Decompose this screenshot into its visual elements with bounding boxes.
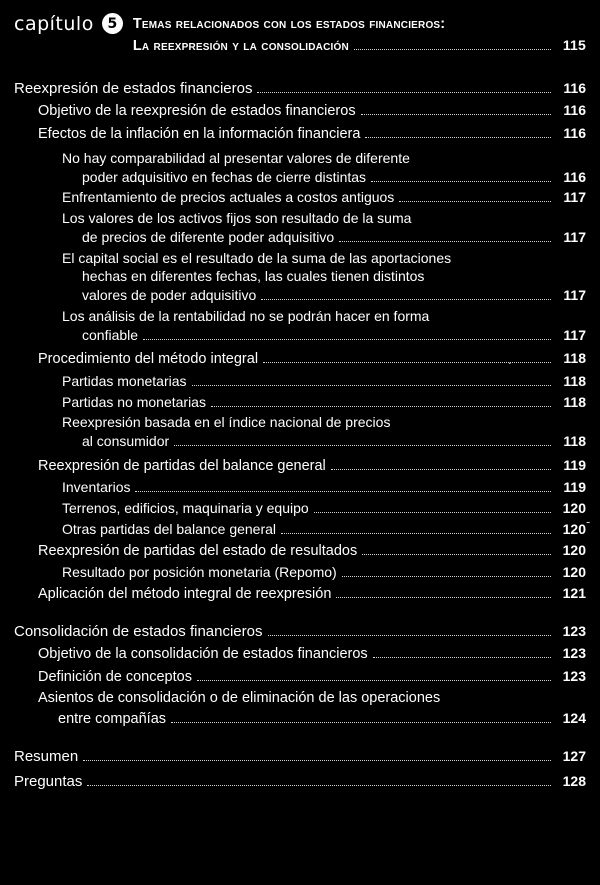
toc-page-number: 117	[563, 189, 586, 206]
leader-dots	[192, 384, 551, 386]
toc-page-number: 124	[562, 709, 586, 726]
toc-entry[interactable]	[62, 499, 586, 518]
toc-entry-label: No hay comparabilidad al presentar valores de diferente	[62, 149, 410, 166]
toc-entry-label: Asientos de consolidación o de eliminación de las operaciones	[38, 690, 441, 707]
toc-page-number: 127	[562, 747, 586, 764]
toc-entry-label: Reexpresión basada en el índice nacional de precios	[62, 414, 391, 431]
leader-dots	[365, 136, 551, 138]
toc-entry[interactable]	[14, 79, 586, 99]
leader-dots	[87, 784, 551, 786]
toc-entry[interactable]	[38, 349, 586, 369]
toc-page-number: 118	[563, 393, 586, 410]
toc-entry-label: Objetivo de la consolidación de estados financieros	[38, 646, 368, 663]
leader-dots	[354, 48, 551, 50]
toc-page-number: 118	[563, 350, 586, 367]
toc-entry-label: al consumidor	[82, 433, 170, 450]
toc-page-number: 120	[562, 563, 586, 580]
toc-entry-label: valores de poder adquisitivo	[82, 287, 257, 304]
toc-entry-label: Resumen	[14, 747, 79, 765]
leader-dots	[314, 511, 551, 513]
toc-entry-label: entre compañías	[58, 710, 167, 727]
toc-entry-label: Los análisis de la rentabilidad no se podrán hacer en forma	[62, 307, 430, 324]
chapter-title-line-1	[133, 14, 586, 35]
toc-entry[interactable]	[62, 563, 586, 582]
leader-dots	[371, 180, 551, 182]
toc-page-number: 119	[563, 456, 586, 473]
toc-entry[interactable]	[62, 209, 586, 247]
toc-page-number: 128	[562, 773, 586, 790]
toc-entry-line	[62, 413, 586, 432]
leader-dots	[171, 721, 551, 723]
toc-entry-label: Reexpresión de partidas del balance general	[38, 457, 326, 474]
stray-mark-2: -	[586, 514, 591, 529]
toc-entry-label: Procedimiento del método integral	[38, 351, 259, 368]
toc-entry-line	[62, 249, 586, 268]
toc-entry[interactable]	[62, 249, 586, 305]
chapter-number-badge: 5	[102, 13, 123, 34]
toc-entry[interactable]	[38, 124, 586, 144]
leader-dots	[336, 596, 551, 598]
toc-page-number: 123	[562, 623, 586, 640]
toc-entry[interactable]	[62, 188, 586, 207]
toc-entry-label: Definición de conceptos	[38, 668, 192, 685]
leader-dots	[362, 553, 551, 555]
toc-page-number: 116	[563, 102, 586, 119]
leader-dots	[197, 679, 551, 681]
toc-entry-line	[82, 326, 586, 345]
toc-entry-line	[62, 307, 586, 326]
toc-entry-label: Consolidación de estados financieros	[14, 623, 263, 641]
leader-dots	[268, 634, 552, 636]
toc-page-number: 120	[562, 500, 586, 517]
leader-dots	[143, 338, 551, 340]
toc-entry-label: Partidas no monetarias	[62, 393, 206, 410]
toc-entry-label: Inventarios	[62, 479, 131, 496]
toc-entry-label: Reexpresión de estados financieros	[14, 80, 253, 98]
chapter-title-text-1: temas relacionados con los estados financieros:	[132, 16, 446, 32]
toc-entry[interactable]	[38, 644, 586, 664]
leader-dots	[331, 468, 551, 470]
toc-entry-label: confiable	[82, 326, 139, 343]
toc-entry-label: de precios de diferente poder adquisitivo	[82, 228, 335, 245]
toc-entry-line	[82, 168, 586, 187]
toc-entry-label: El capital social es el resultado de la suma de las aportaciones	[62, 249, 452, 266]
toc-entry-label: hechas en diferentes fechas, las cuales tienen distintos	[82, 268, 425, 285]
toc-page-number: 118	[563, 372, 586, 389]
toc-entry[interactable]	[14, 747, 586, 767]
toc-entry-label: Aplicación del método integral de reexpresión	[38, 585, 332, 602]
toc-page-number: 116	[563, 168, 586, 185]
toc-entry-label: Enfrentamiento de precios actuales a costos antiguos	[62, 189, 395, 206]
toc-entry-line	[62, 149, 586, 168]
toc-entry-label: Los valores de los activos fijos son resultado de la suma	[62, 210, 412, 227]
toc-entry[interactable]	[38, 667, 586, 687]
toc-entry-label: Preguntas	[14, 773, 83, 791]
leader-dots	[211, 405, 551, 407]
leader-dots	[135, 490, 551, 492]
leader-dots	[261, 298, 551, 300]
toc-entry[interactable]	[38, 541, 586, 561]
leader-dots	[257, 91, 551, 93]
toc-entry-label: Otras partidas del balance general	[62, 520, 277, 537]
stray-mark: .	[508, 352, 512, 367]
toc-entry-label: Partidas monetarias	[62, 372, 187, 389]
leader-dots	[373, 656, 551, 658]
toc-page-number: 117	[563, 287, 586, 304]
toc-entry[interactable]	[62, 372, 586, 391]
toc-entry-line	[82, 432, 586, 451]
chapter-page-number: 115	[562, 37, 586, 54]
toc-entry-line	[82, 267, 586, 286]
toc-page-number: 119	[563, 479, 586, 496]
toc-entry-label: poder adquisitivo en fechas de cierre distintas	[82, 168, 367, 185]
toc-entry-line	[82, 228, 586, 247]
toc-entry[interactable]	[38, 689, 586, 729]
toc-entry[interactable]	[38, 101, 586, 121]
toc-entry[interactable]	[14, 772, 586, 792]
toc-page-number: 118	[563, 433, 586, 450]
leader-dots	[174, 444, 551, 446]
toc-entry[interactable]	[62, 149, 586, 187]
toc-entry-label: Terrenos, edificios, maquinaria y equipo	[62, 500, 309, 517]
chapter-title-block	[133, 12, 586, 57]
toc-entry-line	[38, 689, 586, 708]
toc-entry-label: Resultado por posición monetaria (Repomo)	[62, 563, 337, 580]
leader-dots	[342, 575, 551, 577]
toc-entry-label: Efectos de la inflación en la información financiera	[38, 125, 361, 142]
chapter-label: capítulo	[14, 13, 94, 35]
toc-entry[interactable]	[62, 478, 586, 497]
toc-entry[interactable]	[62, 307, 586, 345]
toc-entry[interactable]	[38, 456, 586, 476]
toc-entry-line	[58, 709, 586, 729]
toc-entry-line	[62, 209, 586, 228]
chapter-title-line-2	[133, 35, 586, 57]
toc-entry[interactable]	[62, 413, 586, 451]
toc-entry[interactable]	[62, 520, 586, 539]
toc-entry-label: Objetivo de la reexpresión de estados financieros	[38, 103, 356, 120]
toc-page-number: 117	[563, 228, 586, 245]
toc-entry[interactable]	[38, 584, 586, 604]
toc-entry-label: Reexpresión de partidas del estado de resultados	[38, 542, 358, 559]
toc-page-number: 123	[562, 667, 586, 684]
toc-entry[interactable]	[62, 393, 586, 412]
toc-entry[interactable]	[14, 622, 586, 642]
toc-page-number: 120	[562, 541, 586, 558]
toc-page-number: 120	[562, 520, 586, 537]
toc-page-number: 123	[562, 645, 586, 662]
toc-entries	[0, 79, 600, 792]
leader-dots	[339, 240, 551, 242]
leader-dots	[83, 759, 551, 761]
toc-page-number: 116	[563, 80, 586, 97]
toc-page-number: 117	[563, 326, 586, 343]
toc-page-number: 121	[562, 584, 586, 601]
leader-dots	[399, 200, 551, 202]
chapter-header	[0, 0, 600, 57]
leader-dots	[281, 532, 551, 534]
toc-page-number: 116	[563, 124, 586, 141]
toc-entry-line	[82, 286, 586, 305]
chapter-title-text-2: La reexpresión y la consolidación	[132, 38, 349, 55]
leader-dots	[361, 113, 551, 115]
